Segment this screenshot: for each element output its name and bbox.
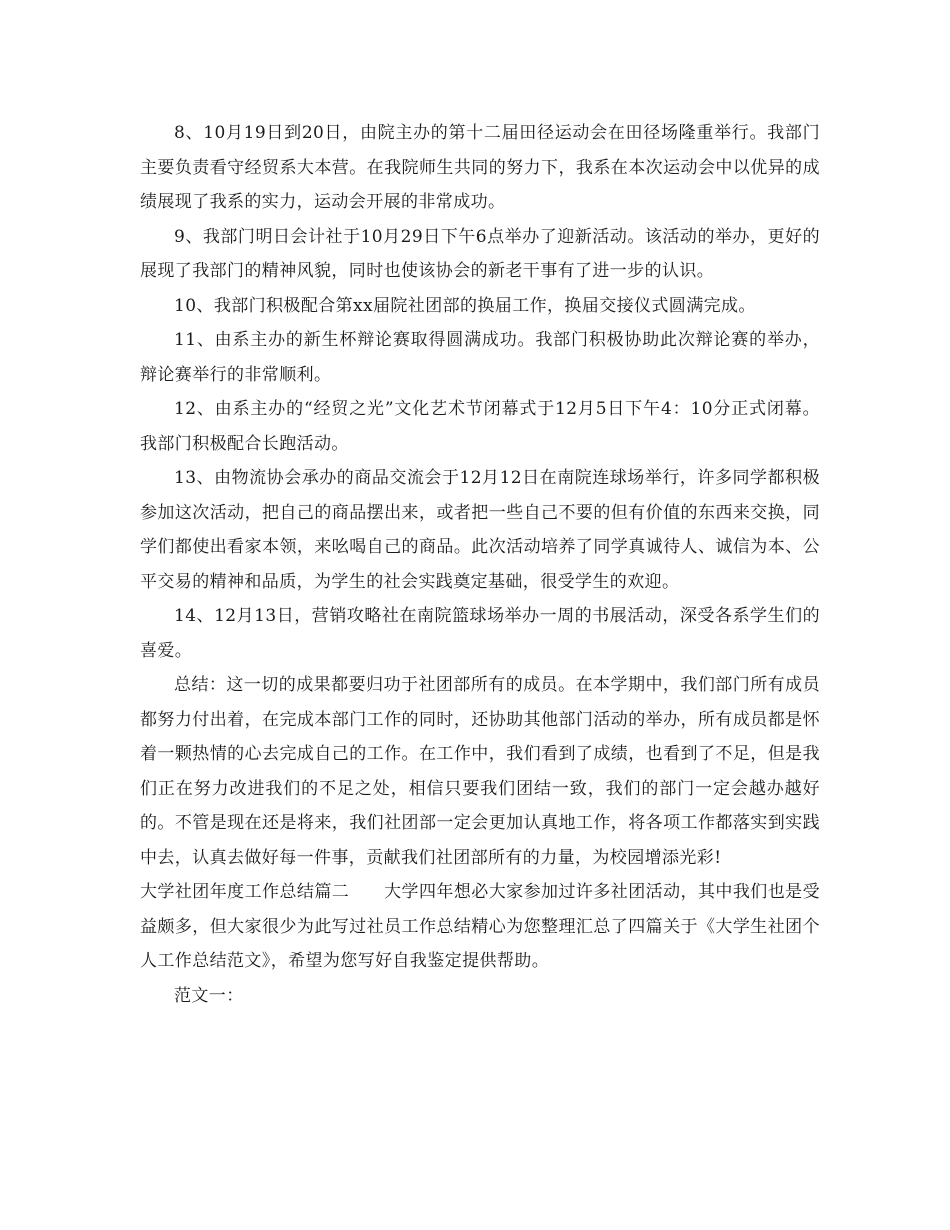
document-body xyxy=(140,116,820,1013)
paragraph-item-13: 13、由物流协会承办的商品交流会于12月12日在南院连球场举行，许多同学都积极参加这次活动，把自己的商品摆出来，或者把一些自己不要的但有价值的东西来交换，同学们都使出看家本领，来吆喝自己的商品。此次活动培养了同学真诚待人、诚信为本、公平交易的精神和品质，为学生的社会实践奠定基础，很受学生的欢迎。 xyxy=(140,468,820,592)
paragraph-item-10: 10、我部门积极配合第xx届院社团部的换届工作，换届交接仪式圆满完成。 xyxy=(174,295,756,316)
sample-one-label: 范文一： xyxy=(174,985,244,1006)
paragraph-item-14: 14、12月13日，营销攻略社在南院篮球场举办一周的书展活动，深受各系学生们的喜爱。 xyxy=(140,606,820,661)
paragraph-item-8: 8、10月19日到20日，由院主办的第十二届田径运动会在田径场隆重举行。我部门主要负责看守经贸系大本营。在我院师生共同的努力下，我系在本次运动会中以优异的成绩展现了我系的实力，运动会开展的非常成功。 xyxy=(140,123,820,212)
section-two-heading-paragraph: 大学社团年度工作总结篇二 大学四年想必大家参加过许多社团活动，其中我们也是受益颇多，但大家很少为此写过社员工作总结精心为您整理汇总了四篇关于《大学生社团个人工作总结范文》，希望为您写好自我鉴定提供帮助。 xyxy=(140,882,820,971)
paragraph-item-12: 12、由系主办的“经贸之光”文化艺术节闭幕式于12月5日下午4：10分正式闭幕。我部门积极配合长跑活动。 xyxy=(140,399,820,454)
paragraph-item-9: 9、我部门明日会计社于10月29日下午6点举办了迎新活动。该活动的举办，更好的展现了我部门的精神风貌，同时也使该协会的新老干事有了进一步的认识。 xyxy=(140,226,820,281)
summary-paragraph: 总结：这一切的成果都要归功于社团部所有的成员。在本学期中，我们部门所有成员都努力付出着，在完成本部门工作的同时，还协助其他部门活动的举办，所有成员都是怀着一颗热情的心去完成自己的工作。在工作中，我们看到了成绩，也看到了不足，但是我们正在努力改进我们的不足之处，相信只要我们团结一致，我们的部门一定会越办越好的。不管是现在还是将来，我们社团部一定会更加认真地工作，将各项工作都落实到实践中去，认真去做好每一件事，贡献我们社团部所有的力量，为校园增添光彩! xyxy=(140,675,820,868)
paragraph-item-11: 11、由系主办的新生杯辩论赛取得圆满成功。我部门积极协助此次辩论赛的举办，辩论赛举行的非常顺利。 xyxy=(140,330,820,385)
